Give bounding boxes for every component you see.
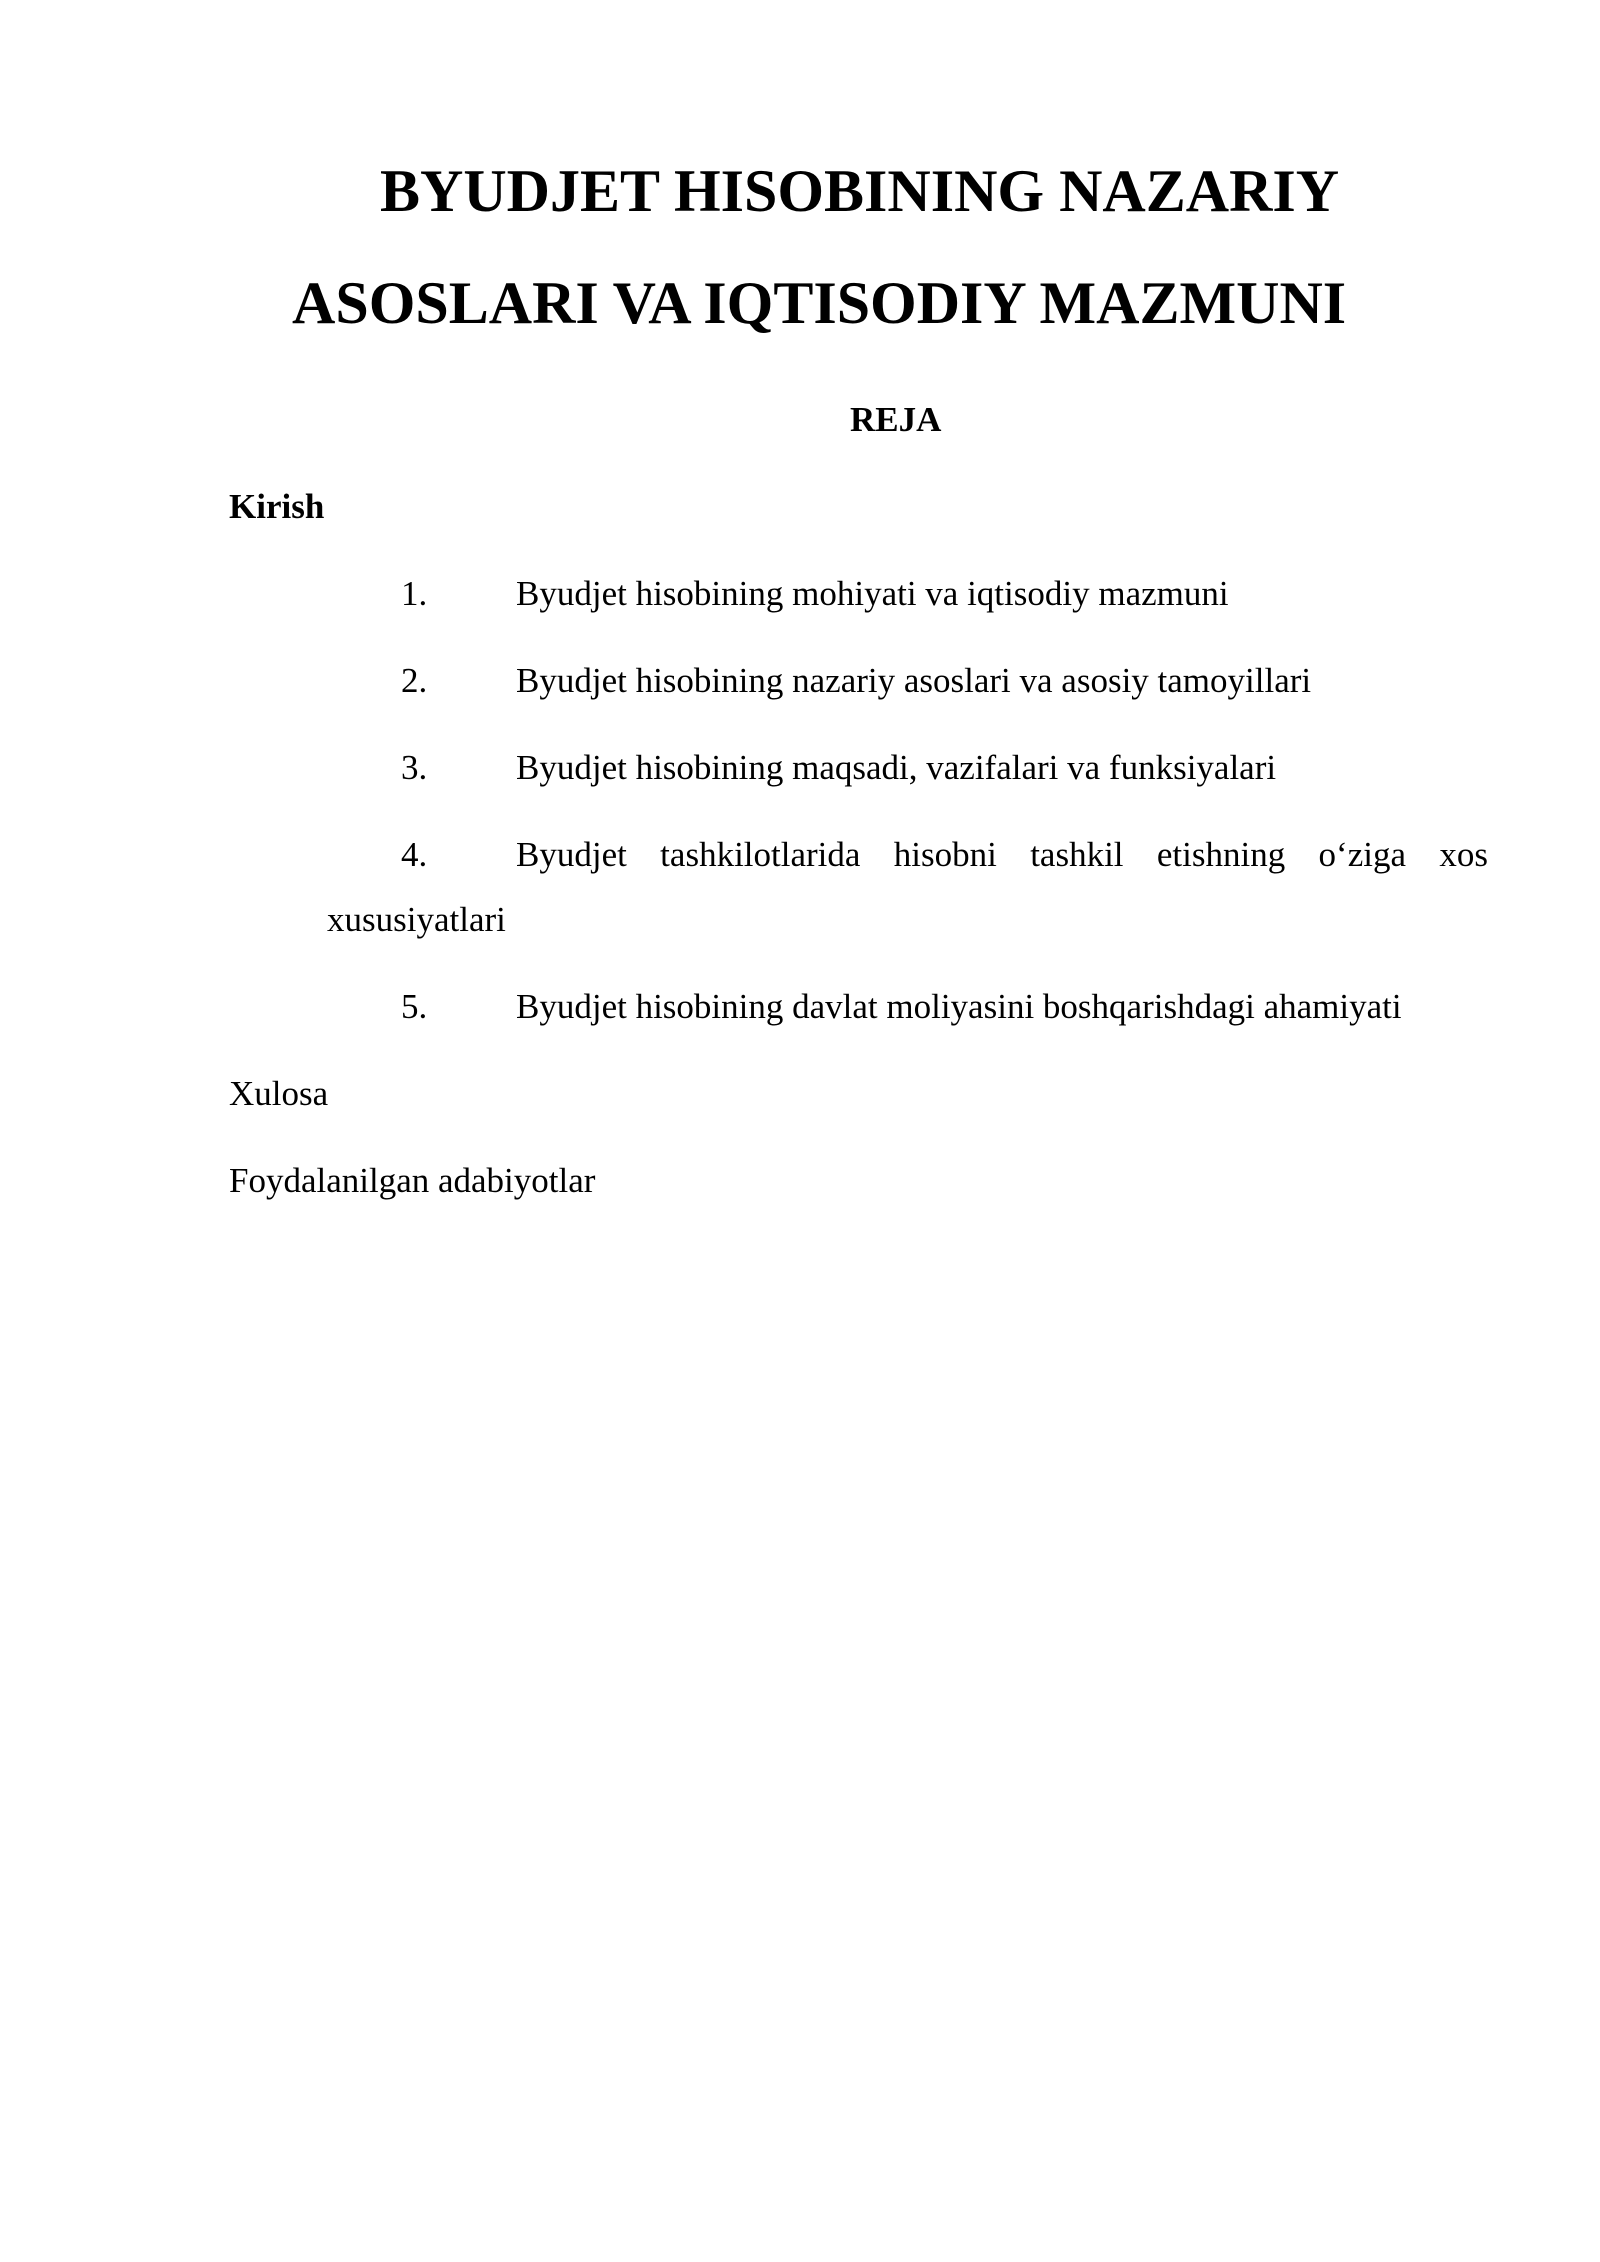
plan-item-text: Byudjet hisobining nazariy asoslari va asosiy tamoyillari [516,661,1312,700]
plan-item-number: 3. [401,748,428,787]
references-heading: Foydalanilgan adabiyotlar [229,1161,596,1200]
plan-item-text: Byudjet tashkilotlarida hisobni tashkil etishning o‘ziga xos [516,835,1488,874]
plan-item-text-continued: xususiyatlari [327,900,506,939]
plan-item-number: 1. [401,574,428,613]
plan-item-number: 2. [401,661,428,700]
plan-item-text: Byudjet hisobining maqsadi, vazifalari va funksiyalari [516,748,1277,787]
plan-item-number: 4. [401,835,428,874]
plan-item-number: 5. [401,987,428,1026]
plan-item-text: Byudjet hisobining davlat moliyasini boshqarishdagi ahamiyati [516,987,1402,1026]
document-title-line-1: BYUDJET HISOBINING NAZARIY [380,158,1340,224]
document-title-line-2: ASOSLARI VA IQTISODIY MAZMUNI [292,270,1347,336]
plan-heading: REJA [850,400,942,439]
intro-heading: Kirish [229,487,325,526]
conclusion-heading: Xulosa [229,1074,329,1113]
plan-item-text: Byudjet hisobining mohiyati va iqtisodiy mazmuni [516,574,1229,613]
